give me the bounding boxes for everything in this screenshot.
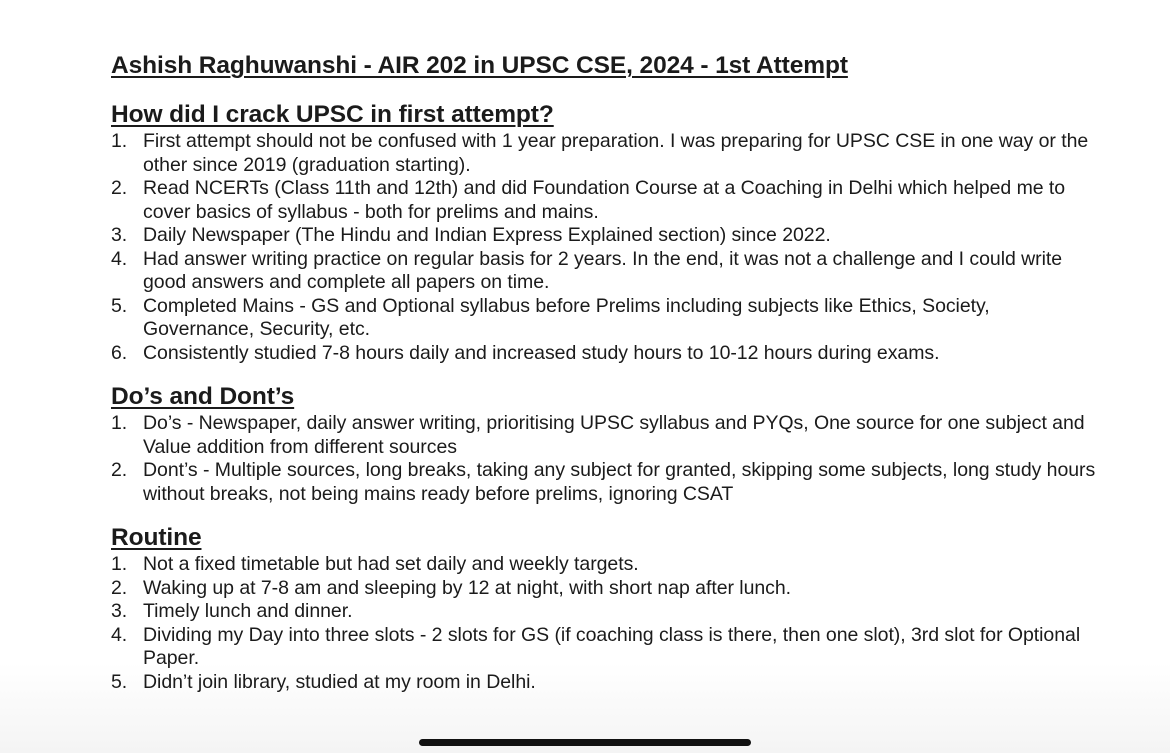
list-item bbox=[111, 177, 1101, 224]
list-item bbox=[111, 577, 1101, 601]
home-indicator-bar[interactable] bbox=[419, 739, 751, 746]
list-item-text: Waking up at 7-8 am and sleeping by 12 at night, with short nap after lunch. bbox=[143, 576, 792, 599]
list-number: 2. bbox=[111, 459, 128, 481]
list-number: 5. bbox=[111, 670, 128, 693]
list-item-text: Read NCERTs (Class 11th and 12th) and did Foundation Course at a Coaching in Delhi which helped me to cover basics of syllabus - both for prelims and mains. bbox=[143, 177, 1066, 223]
list-item-text: Dividing my Day into three slots - 2 slots for GS (if coaching class is there, then one slot), 3rd slot for Optional Paper. bbox=[143, 623, 1081, 669]
list-number: 2. bbox=[111, 177, 128, 199]
list-item-text: Completed Mains - GS and Optional syllabus before Prelims including subjects like Ethics, Society, Governance, Security, etc. bbox=[143, 294, 990, 340]
list-item-text: Do’s - Newspaper, daily answer writing, prioritising UPSC syllabus and PYQs, One source for one subject and Value addition from different sources bbox=[143, 412, 1085, 458]
section-routine bbox=[111, 523, 1101, 694]
list-item bbox=[111, 624, 1101, 671]
numbered-list bbox=[111, 412, 1101, 506]
list-number: 1. bbox=[111, 412, 128, 434]
list-item bbox=[111, 130, 1101, 177]
list-item bbox=[111, 671, 1101, 695]
list-number: 2. bbox=[111, 576, 128, 599]
list-item-text: Not a fixed timetable but had set daily and weekly targets. bbox=[143, 553, 639, 575]
list-item-text: Timely lunch and dinner. bbox=[143, 600, 353, 622]
list-item-text: Consistently studied 7-8 hours daily and increased study hours to 10-12 hours during exams. bbox=[143, 341, 940, 364]
list-number: 5. bbox=[111, 294, 128, 317]
list-item bbox=[111, 248, 1101, 295]
list-number: 3. bbox=[111, 600, 128, 622]
list-item bbox=[111, 600, 1101, 624]
list-item-text: Had answer writing practice on regular basis for 2 years. In the end, it was not a challenge and I could write good answers and complete all papers on time. bbox=[143, 247, 1063, 293]
list-item bbox=[111, 412, 1101, 459]
list-item-text: First attempt should not be confused with 1 year preparation. I was preparing for UPSC CSE in one way or the other since 2019 (graduation starting). bbox=[143, 130, 1089, 176]
list-item bbox=[111, 342, 1101, 366]
list-item bbox=[111, 553, 1101, 577]
section-heading: How did I crack UPSC in first attempt? bbox=[111, 101, 554, 128]
list-number: 6. bbox=[111, 341, 128, 364]
section-heading: Routine bbox=[111, 524, 202, 551]
section-how-cracked bbox=[111, 100, 1101, 365]
list-item bbox=[111, 295, 1101, 342]
list-item-text: Didn’t join library, studied at my room in Delhi. bbox=[143, 670, 536, 693]
document-title: Ashish Raghuwanshi - AIR 202 in UPSC CSE, 2024 - 1st Attempt bbox=[111, 52, 848, 79]
document-content bbox=[111, 50, 1101, 694]
list-item-text: Daily Newspaper (The Hindu and Indian Express Explained section) since 2022. bbox=[143, 224, 831, 246]
list-item-text: Dont’s - Multiple sources, long breaks, taking any subject for granted, skipping some subjects, long study hours without breaks, not being mains ready before prelims, ignoring CSAT bbox=[143, 459, 1096, 505]
numbered-list bbox=[111, 553, 1101, 694]
list-number: 4. bbox=[111, 247, 128, 270]
list-number: 1. bbox=[111, 553, 128, 575]
list-item bbox=[111, 224, 1101, 248]
section-heading: Do’s and Dont’s bbox=[111, 383, 295, 410]
list-item bbox=[111, 459, 1101, 506]
list-number: 1. bbox=[111, 130, 128, 152]
section-dos-and-donts bbox=[111, 382, 1101, 506]
list-number: 3. bbox=[111, 224, 128, 246]
numbered-list bbox=[111, 130, 1101, 365]
list-number: 4. bbox=[111, 623, 128, 646]
